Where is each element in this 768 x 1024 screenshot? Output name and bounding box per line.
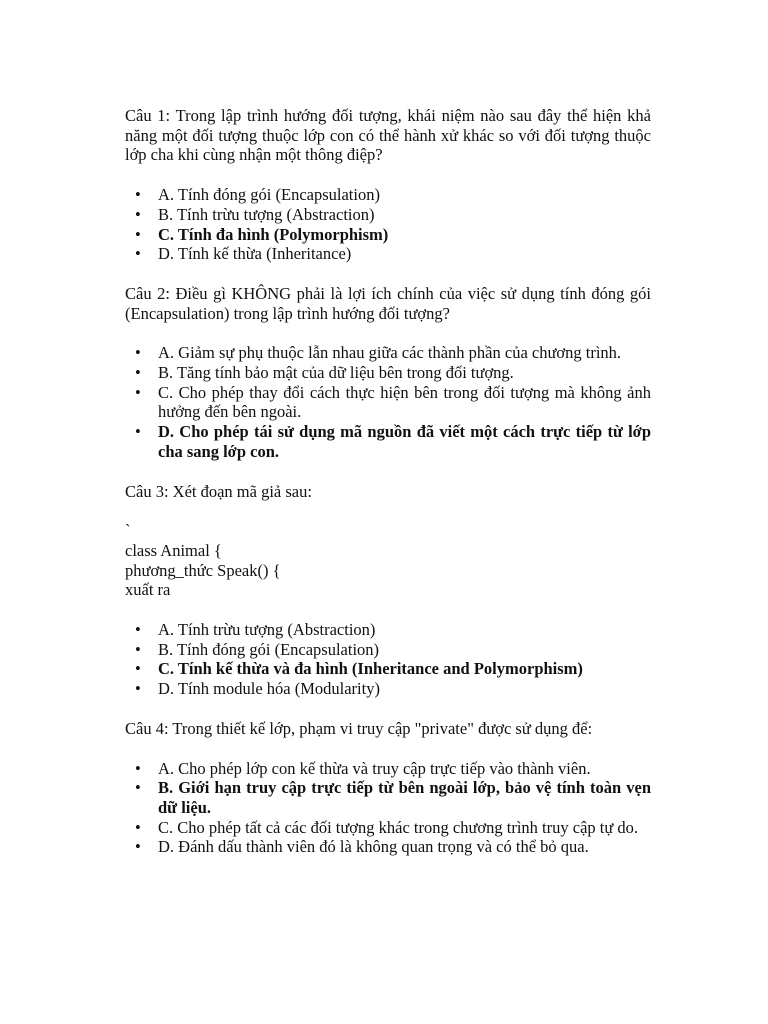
question-2-option-b: • B. Tăng tính bảo mật của dữ liệu bên trong đối tượng. — [135, 363, 514, 383]
question-1-option-c: • C. Tính đa hình (Polymorphism) — [135, 224, 389, 244]
bullet-icon: • — [135, 817, 141, 837]
question-3-option-c: • C. Tính kế thừa và đa hình (Inheritance and Polymorphism) — [135, 659, 583, 679]
code-line: ` — [125, 521, 131, 541]
question-3-code — [125, 521, 651, 600]
bullet-icon: • — [135, 382, 141, 402]
question-4-option-a: • A. Cho phép lớp con kế thừa và truy cập trực tiếp vào thành viên. — [135, 758, 591, 778]
bullet-icon: • — [135, 679, 141, 699]
bullet-icon: • — [135, 837, 141, 857]
document-page — [125, 106, 651, 857]
question-4-text: Câu 4: Trong thiết kế lớp, phạm vi truy cập "private" được sử dụng để: — [125, 718, 593, 738]
bullet-icon: • — [135, 639, 141, 659]
question-1-option-a: • A. Tính đóng gói (Encapsulation) — [135, 185, 380, 205]
bullet-icon: • — [135, 244, 141, 264]
question-3-option-d: • D. Tính module hóa (Modularity) — [135, 679, 380, 699]
question-2-option-a: • A. Giảm sự phụ thuộc lẫn nhau giữa các thành phần của chương trình. — [135, 343, 622, 363]
code-line: class Animal { — [125, 540, 222, 560]
question-2-option-d: • D. Cho phép tái sử dụng mã nguồn đã viết một cách trực tiếp từ lớp cha sang lớp con. — [135, 422, 651, 461]
question-1-options — [125, 185, 651, 264]
question-3-option-a: • A. Tính trừu tượng (Abstraction) — [135, 620, 376, 640]
question-4-option-c: • C. Cho phép tất cả các đối tượng khác trong chương trình truy cập tự do. — [135, 817, 639, 837]
code-line: xuất ra — [125, 580, 171, 600]
bullet-icon: • — [135, 422, 141, 442]
bullet-icon: • — [135, 204, 141, 224]
bullet-icon: • — [135, 758, 141, 778]
question-1-option-d: • D. Tính kế thừa (Inheritance) — [135, 244, 352, 264]
question-2-text: Câu 2: Điều gì KHÔNG phải là lợi ích chính của việc sử dụng tính đóng gói (Encapsulation) trong lập trình hướng đối tượng? — [125, 283, 651, 323]
bullet-icon: • — [135, 778, 141, 798]
bullet-icon: • — [135, 343, 141, 363]
bullet-icon: • — [135, 185, 141, 205]
question-2-option-c: • C. Cho phép thay đổi cách thực hiện bên trong đối tượng mà không ảnh hưởng đến bên ngoài. — [135, 382, 651, 422]
question-1-text: Câu 1: Trong lập trình hướng đối tượng, khái niệm nào sau đây thể hiện khả năng một đối tượng thuộc lớp con có thể hành xử khác so với đối tượng thuộc lớp cha khi cùng nhận một thông điệp? — [125, 106, 651, 165]
bullet-icon: • — [135, 659, 141, 679]
question-3-text: Câu 3: Xét đoạn mã giả sau: — [125, 481, 312, 501]
question-4-options — [125, 759, 651, 858]
bullet-icon: • — [135, 620, 141, 640]
question-1-option-b: • B. Tính trừu tượng (Abstraction) — [135, 204, 375, 224]
question-4-option-b: • B. Giới hạn truy cập trực tiếp từ bên ngoài lớp, bảo vệ tính toàn vẹn dữ liệu. — [135, 778, 651, 817]
question-3-options — [125, 620, 651, 699]
bullet-icon: • — [135, 363, 141, 383]
question-2-options — [125, 343, 651, 461]
bullet-icon: • — [135, 224, 141, 244]
question-3-option-b: • B. Tính đóng gói (Encapsulation) — [135, 639, 380, 659]
code-line: phương_thức Speak() { — [125, 560, 281, 580]
question-4-option-d: • D. Đánh dấu thành viên đó là không quan trọng và có thể bỏ qua. — [135, 837, 589, 857]
